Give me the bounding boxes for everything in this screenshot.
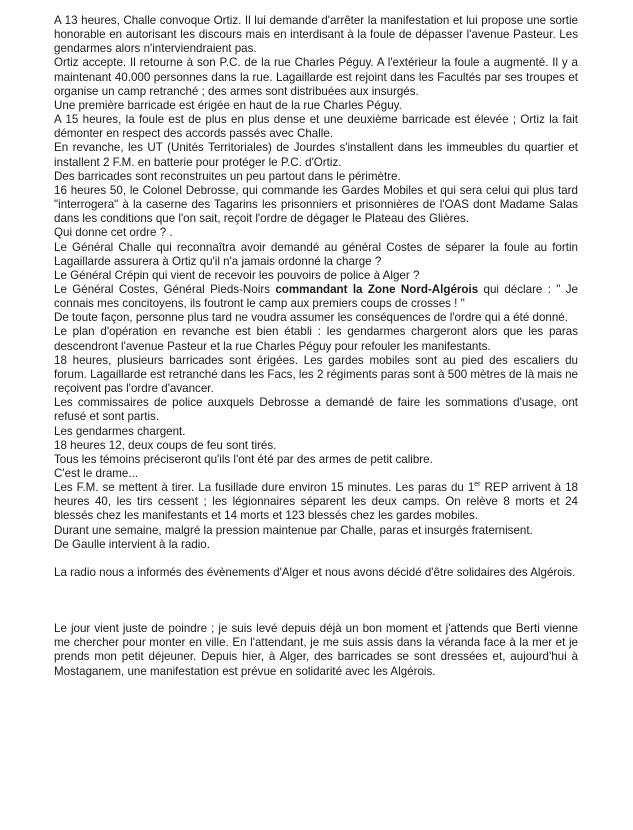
paragraph-challe-convoque: A 13 heures, Challe convoque Ortiz. Il lui demande d'arrêter la manifestation et lui propose une sortie honorable en autorisant les discours mais en interdisant à la foule de dépasser l'avenue Pasteur. Les gendarmes alors n'interviendraient pas. [54,14,578,56]
costes-text-end: qui déclare : " Je connais mes concitoyens, ils foutront le camp aux premiers coups de crosses ! " [54,282,578,311]
paragraph-temoins: Tous les témoins préciseront qu'ils l'ont été par des armes de petit calibre. [54,452,433,466]
fm-text-start: Les F.M. se mettent à tirer. La fusillade dure environ 15 minutes. Les paras du 1 [54,481,475,495]
paragraph-15-heures: A 15 heures, la foule est de plus en plus dense et une deuxième barricade est élevée ; Ortiz la fait démonter en respect des accords passés avec Challe. [54,113,578,141]
paragraph-de-gaulle: De Gaulle intervient à la radio. [54,537,210,551]
paragraph-plan-operation: Le plan d'opération en revanche est bien établi : les gendarmes chargeront alors que les paras descendront l'avenue Pasteur et la rue Charles Péguy pour refouler les manifestants. [54,325,578,353]
paragraph-ortiz-accepte: Ortiz accepte. Il retourne à son P.C. de la rue Charles Péguy. A l'extérieur la foule a augmenté. Il y a maintenant 40.000 personnes dans la rue. Lagaillarde est rejoint dans les Facultés par ses troupes et organise un camp retranché ; des armes sont distribuées aux insurgés. [54,56,578,98]
paragraph-commissaires: Les commissaires de police auxquels Debrosse a demandé de faire les sommations d'usage, ont refusé et sont partis. [54,396,578,424]
paragraph-coups-de-feu: 18 heures 12, deux coups de feu sont tirés. [54,438,277,452]
costes-bold-title: commandant la Zone Nord-Algérois [275,282,479,296]
paragraph-jour-vient: Le jour vient juste de poindre ; je suis levé depuis déjà un bon moment et j'attends que Berti vienne me chercher pour monter en ville. En l'attendant, je me suis assis dans la véranda face à la mer et je prends mon petit déjeuner. Depuis hier, à Alger, des barricades se sont dressées et, aujourd'hui à Mostaganem, une manifestation est prévue en solidarité avec les Algérois. [54,622,578,678]
paragraph-barricades-reconstruites: Des barricades sont reconstruites un peu partout dans le périmètre. [54,169,401,183]
paragraph-18-heures: 18 heures, plusieurs barricades sont érigées. Les gardes mobiles sont au pied des escaliers du forum. Lagaillarde est retranché dans les Facs, les 2 régiments paras sont à 500 mètres de là mais ne reçoivent pas l'ordre d'avancer. [54,353,578,396]
fm-text-end: REP arrivent à 18 heures 40, les tirs cessent ; les légionnaires séparent les deux camps. On relève 8 morts et 24 blessés chez les manifestants et 14 morts et 123 blessés chez les gardes mobiles. [54,481,578,523]
paragraph-colonel-debrosse: 16 heures 50, le Colonel Debrosse, qui commande les Gardes Mobiles et qui sera celui qui plus tard "interrogera" à la caserne des Tagarins les prisonniers et prisonnières de l'OAS dont Madame Salas dans les conditions que l'on sait, reçoit l'ordre de dégager le Plateau des Glières. [54,183,578,226]
paragraph-qui-donne-ordre: Qui donne cet ordre ? . [54,226,173,240]
paragraph-premiere-barricade: Une première barricade est érigée en haut de la rue Charles Péguy. [54,98,402,112]
document-page [54,14,578,679]
costes-text-start: Le Général Costes, Général Pieds-Noirs [54,282,276,296]
paragraph-gendarmes-chargent: Les gendarmes chargent. [54,424,186,438]
fm-superscript: er [474,481,481,489]
paragraph-fraternisent: Durant une semaine, malgré la pression maintenue par Challe, paras et insurgés fraternisent. [54,523,533,537]
spacer [54,552,578,566]
paragraph-radio: La radio nous a informés des évènements d'Alger et nous avons décidé d'être solidaires des Algérois. [54,565,576,579]
paragraph-general-crepin: Le Général Crépin qui vient de recevoir les pouvoirs de police à Alger ? [54,268,420,282]
paragraph-de-toute-facon: De toute façon, personne plus tard ne voudra assumer les conséquences de l'ordre qui a été donné. [54,311,568,325]
paragraph-unites-territoriales: En revanche, les UT (Unités Territoriales) de Jourdes s'installent dans les immeubles du quartier et installent 2 F.M. en batterie pour protéger le P.C. d'Ortiz. [54,141,578,169]
paragraph-general-costes [54,283,578,311]
paragraph-general-challe: Le Général Challe qui reconnaîtra avoir demandé au général Costes de séparer la foule au fortin Lagaillarde assurera à Ortiz qu'il n'a jamais ordonné la charge ? [54,240,578,268]
spacer-large [54,580,578,622]
paragraph-drame: C'est le drame... [54,467,139,480]
paragraph-fusillade [54,481,578,523]
